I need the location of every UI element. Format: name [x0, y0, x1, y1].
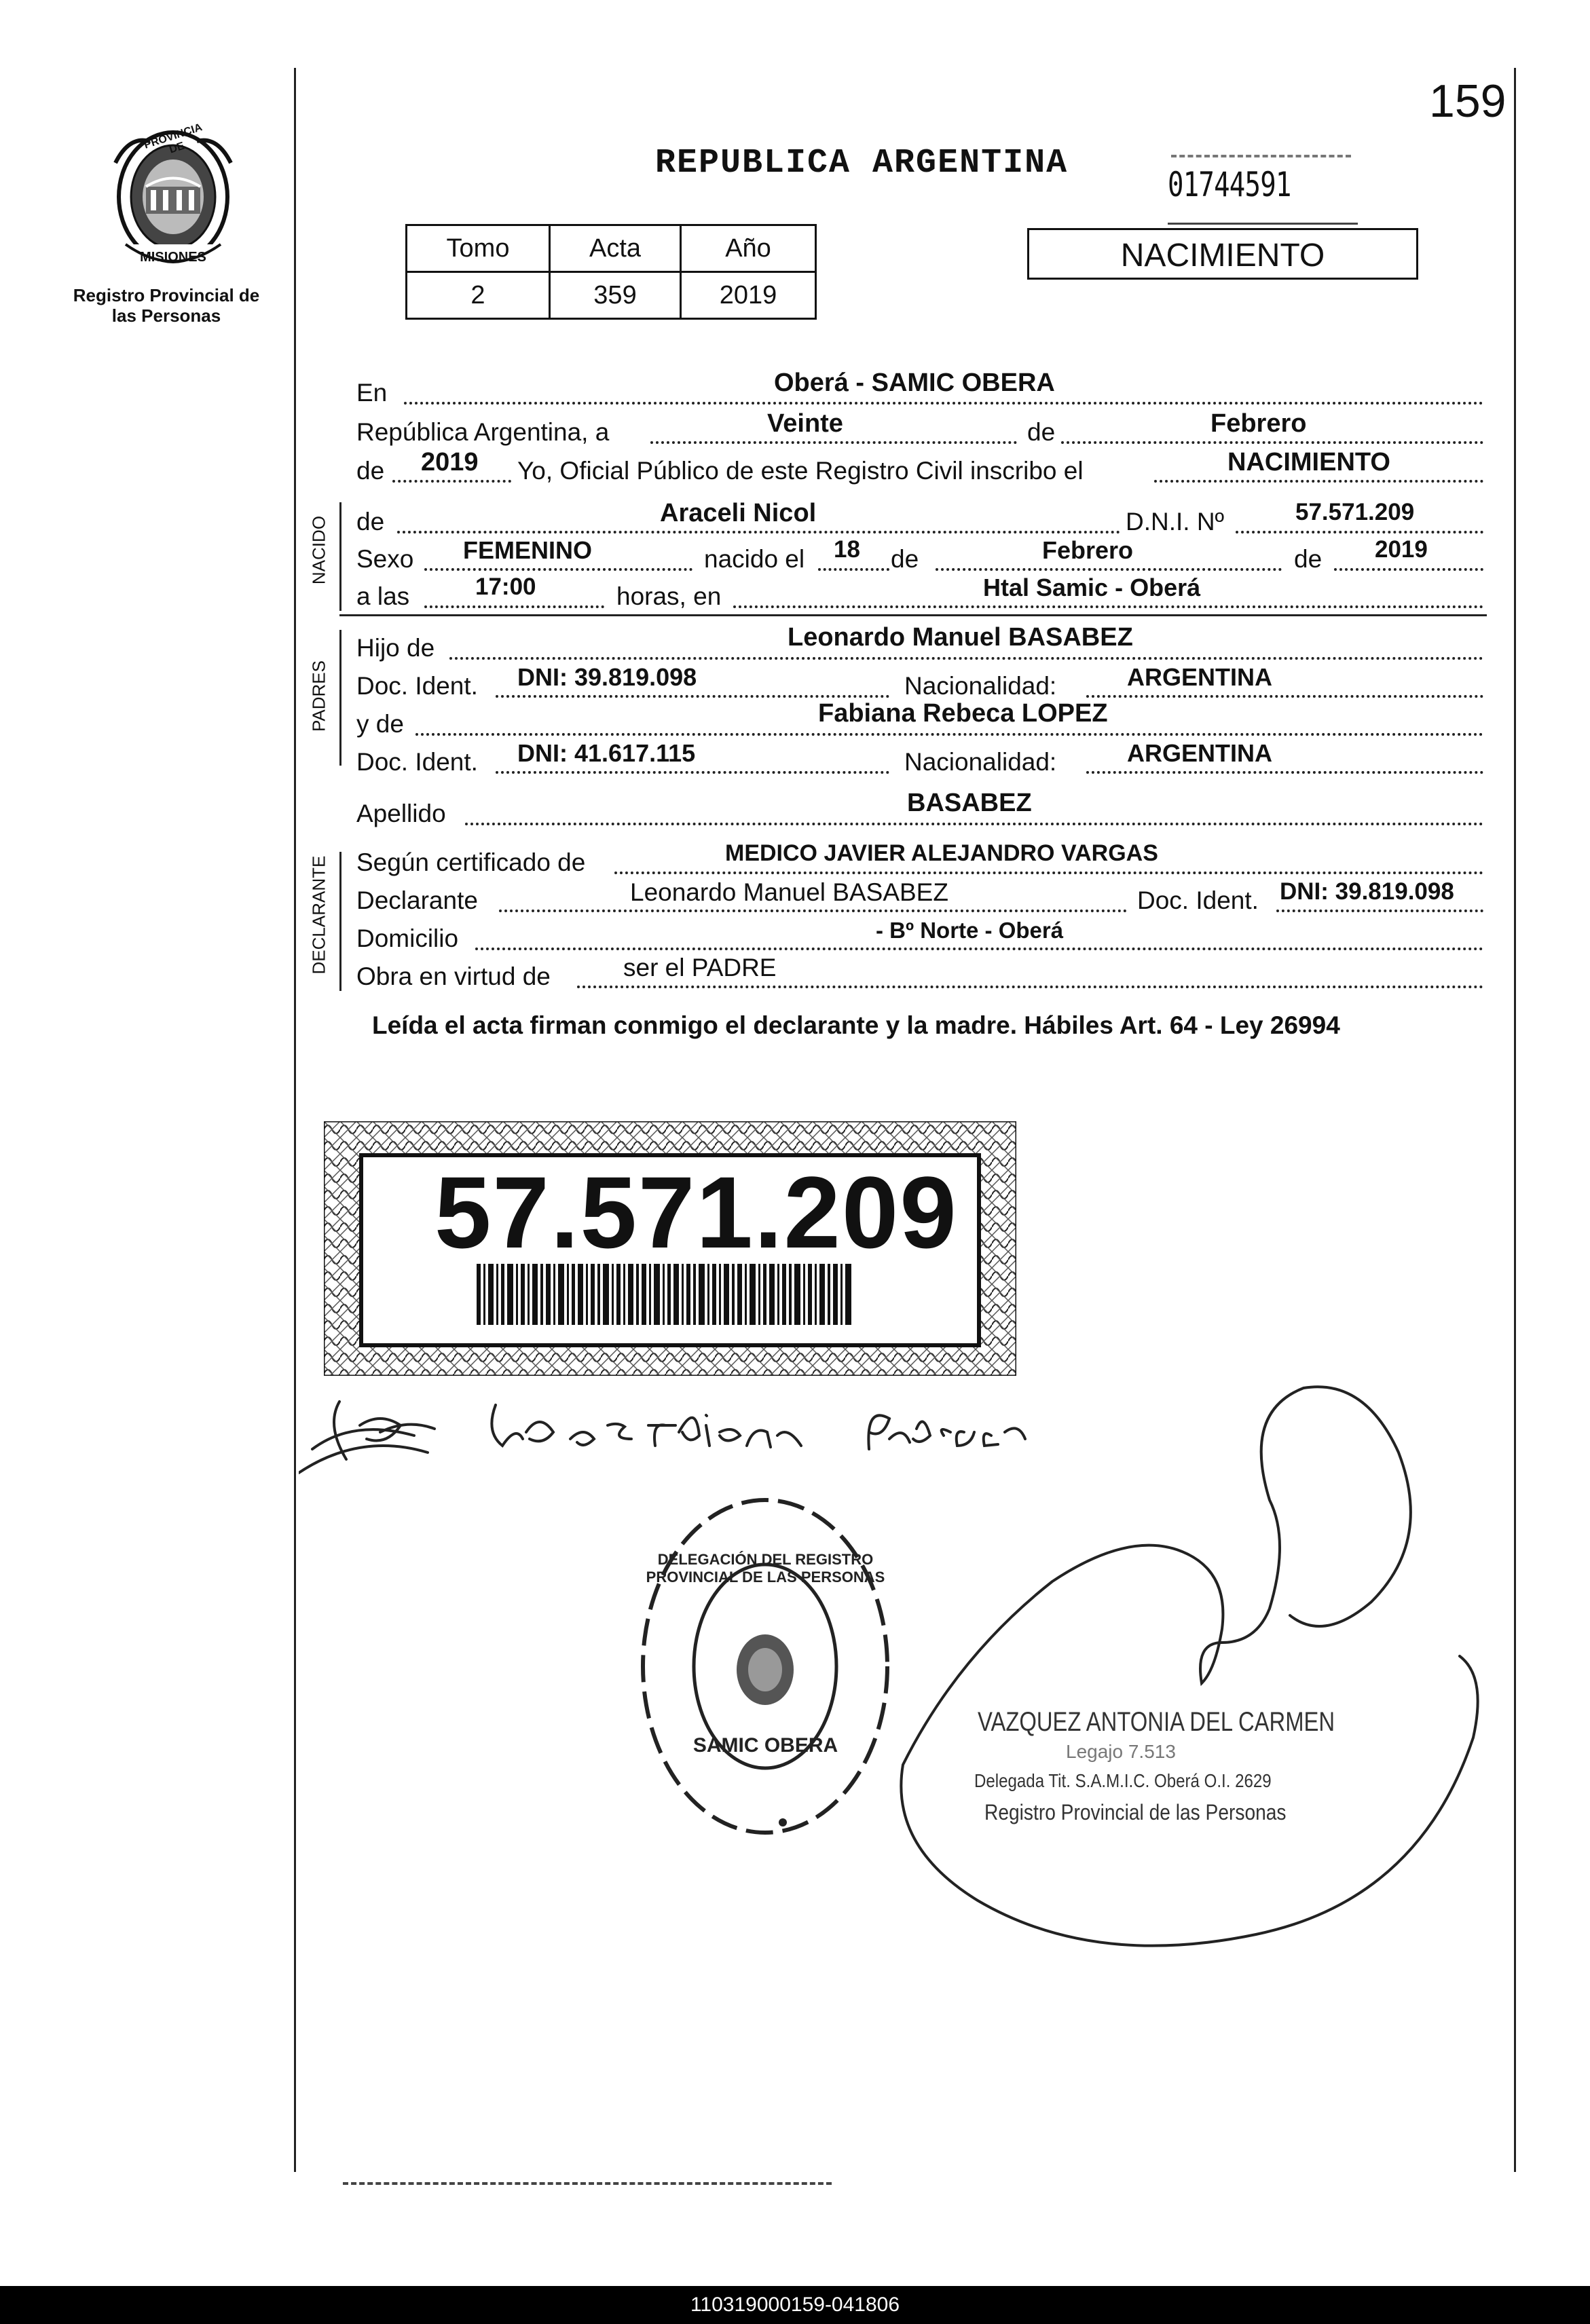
- value-acta: 359: [550, 272, 681, 319]
- nacido-dia: 18: [834, 536, 860, 563]
- dotted-line: [465, 823, 1483, 825]
- anio-value: 2019: [421, 448, 479, 476]
- obra-label: Obra en virtud de: [356, 962, 551, 990]
- handwritten-signature-official: [889, 1385, 1487, 1968]
- oficial-text: Yo, Oficial Público de este Registro Civil inscribo el: [517, 457, 1084, 485]
- domicilio-value: - Bº Norte - Oberá: [876, 918, 1064, 943]
- y-de-label: y de: [356, 710, 404, 738]
- de3-label: de: [891, 545, 919, 573]
- madre-doc: DNI: 41.617.115: [517, 739, 696, 767]
- dotted-line: [1236, 531, 1483, 533]
- side-label-declarante: DECLARANTE: [308, 855, 329, 975]
- signatory-name: VAZQUEZ ANTONIA DEL CARMEN: [978, 1707, 1335, 1737]
- nacido-bracket: [339, 502, 341, 611]
- header-anio: Año: [681, 225, 816, 272]
- hora-value: 17:00: [475, 574, 536, 600]
- dotted-line: [577, 986, 1483, 988]
- padre-value: Leonardo Manuel BASABEZ: [788, 623, 1133, 652]
- registry-caption: Registro Provincial de las Personas: [73, 285, 260, 326]
- country-title: REPUBLICA ARGENTINA: [655, 144, 1069, 183]
- de-label: de: [1027, 418, 1056, 446]
- hijo-label: Hijo de: [356, 634, 435, 662]
- lugar-value: Htal Samic - Oberá: [983, 574, 1201, 601]
- dotted-line: [1086, 771, 1483, 774]
- right-margin-line: [1514, 68, 1516, 2172]
- dotted-line: [496, 695, 889, 698]
- madre-nacionalidad: ARGENTINA: [1127, 739, 1272, 767]
- hora-label: a las: [356, 582, 410, 610]
- doc-label: Doc. Ident.: [356, 748, 478, 776]
- apellido-label: Apellido: [356, 800, 446, 827]
- value-anio: 2019: [681, 272, 816, 319]
- republica-label: República Argentina, a: [356, 418, 610, 446]
- side-label-nacido: NACIDO: [308, 515, 329, 585]
- domicilio-label: Domicilio: [356, 924, 459, 952]
- seal-top-text: PROVINCIA DE: [143, 121, 204, 156]
- footer-code: 110319000159-041806: [690, 2293, 900, 2316]
- sexo-label: Sexo: [356, 545, 414, 573]
- seal-bottom-text: MISIONES: [140, 250, 206, 265]
- provincial-seal-logo: [109, 122, 238, 278]
- dotted-line: [404, 402, 1483, 405]
- header-tomo: Tomo: [407, 225, 550, 272]
- section-divider: [339, 614, 1487, 616]
- dotted-line: [614, 872, 1483, 874]
- declarante-label: Declarante: [356, 886, 478, 914]
- mes-value: Febrero: [1210, 409, 1307, 438]
- declarante-bracket: [339, 852, 341, 991]
- dotted-line: [936, 568, 1282, 571]
- barcode: [477, 1264, 853, 1325]
- dotted-line: [424, 568, 692, 571]
- de2-label: de: [356, 457, 385, 485]
- dotted-line: [415, 733, 1483, 736]
- side-label-padres: PADRES: [308, 660, 329, 732]
- signatory-title: Delegada Tit. S.A.M.I.C. Oberá O.I. 2629: [974, 1770, 1272, 1791]
- dotted-line: [1061, 441, 1483, 444]
- nombre-label: de: [356, 508, 385, 536]
- dotted-line: [818, 568, 889, 571]
- certificado-value: MEDICO JAVIER ALEJANDRO VARGAS: [725, 840, 1158, 866]
- sexo-value: FEMENINO: [463, 536, 593, 564]
- nacido-anio: 2019: [1375, 536, 1428, 563]
- signatory-legajo: Legajo 7.513: [1066, 1741, 1176, 1762]
- page-number: 159: [1429, 75, 1506, 127]
- dotted-line: [499, 910, 1127, 912]
- record-type-box: NACIMIENTO: [1027, 228, 1418, 280]
- obra-value: ser el PADRE: [623, 954, 777, 981]
- horas-en-label: horas, en: [616, 582, 722, 610]
- inscripcion-value: NACIMIENTO: [1227, 448, 1390, 476]
- declarante-value: Leonardo Manuel BASABEZ: [630, 878, 948, 906]
- closing-text: Leída el acta firman conmigo el declarante y la madre. Hábiles Art. 64 - Ley 26994: [372, 1011, 1340, 1039]
- nacido-mes: Febrero: [1042, 536, 1134, 564]
- certificado-label: Según certificado de: [356, 848, 586, 876]
- padres-bracket: [339, 630, 341, 766]
- dni-label: D.N.I. Nº: [1126, 508, 1225, 536]
- nacionalidad-label: Nacionalidad:: [904, 748, 1057, 776]
- nacido-label: nacido el: [704, 545, 805, 573]
- serial-number: 01744591: [1168, 165, 1291, 204]
- nombre-value: Araceli Nicol: [660, 499, 817, 527]
- dotted-line: [496, 771, 889, 774]
- dotted-line: [1154, 480, 1483, 483]
- dotted-line: [650, 441, 1017, 444]
- en-value: Oberá - SAMIC OBERA: [774, 369, 1055, 397]
- padre-doc: DNI: 39.819.098: [517, 663, 697, 691]
- dotted-line: [733, 605, 1483, 608]
- dotted-line: [449, 657, 1483, 660]
- serial-top-line: [1171, 155, 1351, 157]
- bottom-dash-line: [343, 2182, 832, 2185]
- stamp-bottom-text: SAMIC OBERA: [692, 1734, 838, 1757]
- dotted-line: [1276, 910, 1483, 912]
- madre-value: Fabiana Rebeca LOPEZ: [818, 699, 1108, 728]
- dia-value: Veinte: [767, 409, 843, 438]
- signatory-office: Registro Provincial de las Personas: [984, 1800, 1287, 1824]
- nacionalidad-label: Nacionalidad:: [904, 672, 1057, 700]
- dotted-line: [392, 480, 511, 483]
- registry-stamp: [635, 1490, 896, 1843]
- doc-label: Doc. Ident.: [356, 672, 478, 700]
- apellido-value: BASABEZ: [907, 789, 1032, 817]
- record-table: [405, 224, 817, 320]
- left-margin-line: [294, 68, 296, 2172]
- dotted-line: [397, 531, 1120, 533]
- header-acta: Acta: [550, 225, 681, 272]
- dotted-line: [1086, 695, 1483, 698]
- serial-underline: [1168, 223, 1358, 225]
- dotted-line: [1334, 568, 1483, 571]
- dotted-line: [475, 948, 1483, 950]
- value-tomo: 2: [407, 272, 550, 319]
- padre-nacionalidad: ARGENTINA: [1127, 663, 1272, 691]
- dni-sticker-number: 57.571.209: [435, 1155, 958, 1269]
- de4-label: de: [1294, 545, 1323, 573]
- en-label: En: [356, 379, 388, 407]
- declarante-doc: DNI: 39.819.098: [1280, 878, 1454, 905]
- dotted-line: [424, 605, 604, 608]
- dni-value: 57.571.209: [1295, 499, 1415, 525]
- stamp-top-text: DELEGACIÓN DEL REGISTRO PROVINCIAL DE LAS PERSONAS: [646, 1551, 885, 1586]
- declarante-doc-label: Doc. Ident.: [1137, 886, 1259, 914]
